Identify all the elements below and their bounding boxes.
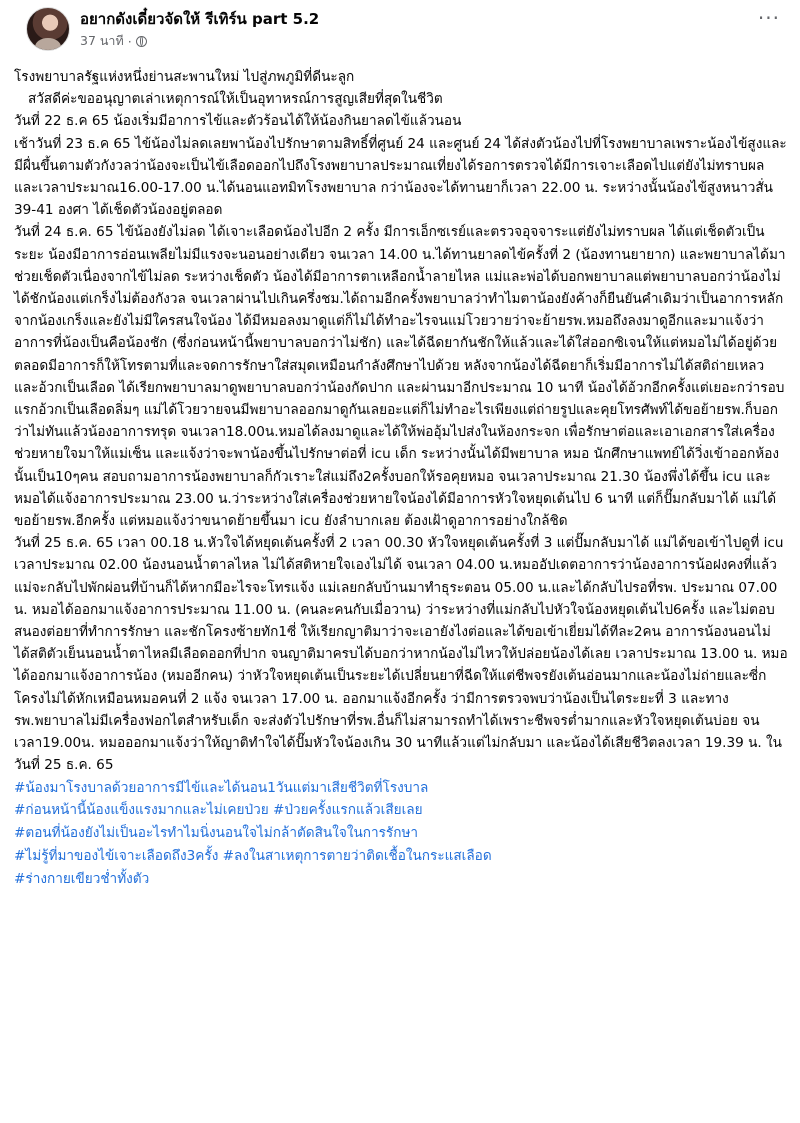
post-paragraph: สวัสดีค่ะขออนุญาตเล่าเหตุการณ์ให้เป็นอุทาหรณ์การสูญเสียที่สุดในชีวิต [28, 91, 443, 108]
hashtag-link[interactable]: #น้องมาโรงบาลด้วยอาการมีไข้และได้นอน1วันแต่มาเสียชีวิตที่โรงบาล [14, 779, 429, 796]
post-time[interactable]: 37 นาที [80, 33, 124, 48]
post-body [14, 66, 788, 890]
post-paragraph: เช้าวันที่ 23 ธ.ค 65 ไข้น้องไม่ลดเลยพาน้องไปรักษาตามสิทธิ์ที่ศูนย์ 24 และศูนย์ 24 ได้ส่งตัวน้องไปที่โรงพยาบาลเพราะน้องไข้สูงและมีผื่นขึ้นตามตัวกังวลว่าน้องจะเป็นไข้เลือดออกไปถึงโรงพยาบาลประมาณเที่ยงได้รอการตรวจได้มีการเจาะเลือดไปแต่ยังไม่ทราบผล และเวลาประมาณ16.00-17.00 น.ได้นอนแอทมิทโรงพยาบาล กว่าน้องจะได้ทานยาก็เวลา 22.00 น. ระหว่างนั้นน้องไข้สูงหนาวสั่น 39-41 องศา ได้เช็ดตัวน้องอยู่ตลอด [14, 135, 787, 219]
post-paragraph: วันที่ 24 ธ.ค. 65 ไข้น้องยังไม่ลด ได้เจาะเลือดน้องไปอีก 2 ครั้ง มีการเอ็กซเรย์และตรวจอุจจาระแต่ยังไม่ทราบผล ได้แต่เช็ดตัวเป็นระยะ น้องมีอาการอ่อนเพลียไม่มีแรงจะนอนอย่างเดียว จนเวลา 14.00 น.ได้ทานยาลดไข้ครั้งที่ 2 (น้องทานยายาก) และพยาบาลได้มาช่วยเช็ดตัวเนื่องจากไข้ไม่ลด ระหว่างเช็ดตัว น้องได้มีอาการตาเหลือกน้ำลายไหล แม่และพ่อได้บอกพยาบาลแต่พยาบาลบอกว่าน้องไม่ได้ชักน้องแต่เกร็งไม่ต้องกังวล จนเวลาผ่านไปเกินครึ่งชม.ได้ถามอีกครั้งพยาบาลว่าทำไมตาน้องยังค้างก็ยืนยันคำเดิมว่าเป็นอาการหลักจากน้องเกร็งและยังไม่มีใครสนใจน้อง ได้มีหมอลงมาดูแต่ก็ไม่ได้ทำอะไรจนแม่โวยวายว่าจะย้ายรพ.หมอถึงลงมาดูอีกและมาแจ้งว่าอาการที่น้องเป็นคือน้องชัก (ซึ่งก่อนหน้านี้พยาบาลบอกว่าไม่ชัก) และได้ฉีดยากันชักให้แล้วและได้ใส่ออกซิเจนให้แต่หมอไม่ได้อยู่ด้วยตลอดมีอาการก็ให้โทรตามที่และจดการรักษาใส่สมุดเหมือนกำลังศึกษาไปด้วย หลังจากน้องได้ฉีดยาก็เริ่มมีอาการไม่ได้สติถ่ายเหลวและอ้วกเป็นเลือด ได้เรียกพยาบาลมาดูพยาบาลบอกว่าน้องกัดปาก และผ่านมาอีกประมาณ 10 นาที น้องได้อ้วกอีกครั้งแต่เยอะกว่ารอบแรกอ้วกเป็นเลือดลิ่มๆ แม่ได้โวยวายจนมีพยาบาลออกมาดูกันเลยอะแต่ก็ไม่ทำอะไรเพียงแต่ถ่ายรูปและคุยโทรศัพท์ได้ขอย้ายรพ.ก็บอกว่าไม่ทันแล้วน้องอาการทรุด จนเวลา18.00น.หมอได้ลงมาดูและได้ให้พ่ออุ้มไปส่งในห้องกระจก เพื่อรักษาต่อและเอาเอกสารใส่เครื่องช่วยหายใจมาให้แม่เซ็น และแจ้งว่าจะพาน้องขึ้นไปรักษาต่อที่ icu เด็ก ระหว่างนั้นได้มีพยาบาล หมอ นักศึกษาแพทย์ได้วิ่งเข้าออกห้องนั้นเป็น10ๆคน สอบถามอาการน้องพยาบาลก็กัวเราะใส่แม่ถึง2ครั้งบอกให้รอคุยหมอ จนเวลาประมาณ 21.30 น้องพึ่งได้ขึ้น icu และหมอได้แจ้งอาการประมาณ 23.00 น.ว่าระหว่างใส่เครื่องช่วยหายใจน้องได้มีอาการหัวใจหยุดเต้นไป 6 นาที แต่ก็ปั๊มกลับมาได้ แม่ได้ขอย้ายรพ.อีกครั้ง แต่หมอแจ้งว่าขนาดย้ายขึ้นมา icu ยังลำบากเลย ต้องเฝ้าดูอาการอย่างใกล้ชิด [14, 224, 786, 530]
meta-separator: · [127, 33, 132, 49]
author-name[interactable]: อยากดังเดี๋ยวจัดให้ รีเทิร์น part 5.2 [80, 10, 320, 28]
post-meta [80, 31, 147, 51]
hashtag-link[interactable]: #ก่อนหน้านี้น้องแข็งแรงมากและไม่เคยป่วย #ป่วยครั้งแรกแล้วเสียเลย [14, 802, 423, 819]
post-paragraph: โรงพยาบาลรัฐแห่งหนึ่งย่านสะพานใหม่ ไปสู่ภพภูมิที่ดีนะลูก [14, 69, 355, 85]
hashtag-link[interactable]: #ร่างกายเขียวช่ำทั้งตัว [14, 870, 150, 887]
hashtag-link[interactable]: #ไม่รู้ที่มาของไข้เจาะเลือดถึง3ครั้ง #ลงในสาเหตุการตายว่าติดเชื้อในกระแสเลือด [14, 847, 492, 864]
post-paragraph: วันที่ 22 ธ.ค 65 น้องเริ่มมีอาการไข้และตัวร้อนได้ให้น้องกินยาลดไข้แล้วนอน [14, 113, 462, 130]
hashtag-link[interactable]: #ตอนที่น้องยังไม่เป็นอะไรทำไมนิ่งนอนใจไม่กล้าตัดสินใจในการรักษา [14, 825, 419, 842]
globe-icon [136, 36, 147, 47]
avatar[interactable] [26, 7, 70, 51]
post-paragraph: วันที่ 25 ธ.ค. 65 เวลา 00.18 น.หัวใจได้หยุดเต้นครั้งที่ 2 เวลา 00.30 หัวใจหยุดเต้นครั้งที่ 3 แต่ปั๊มกลับมาได้ แม่ได้ขอเข้าไปดูที่ icu เวลาประมาณ 02.00 น้องนอนน้ำตาลไหล ไม่ได้สติหายใจเองไม่ได้ จนเวลา 04.00 น.หมออัปเดตอาการว่าน้องอาการน้อฝงคงที่แล้ว แม่จะกลับไปพักผ่อนที่บ้านก็ได้หากมีอะไรจะโทรแจ้ง แม่เลยกลับบ้านมาทำธุระตอน 05.00 น.และได้กลับไปรอที่รพ. ประมาณ 07.00 น. หมอได้ออกมาแจ้งอาการประมาณ 11.00 น. (คนละคนกับเมื่อวาน) ว่าระหว่างที่แม่กลับไปหัวใจน้องหยุดเต้นไป6ครั้ง และไม่ตอบสนองต่อยาที่ทำการรักษา และชักโครงซ้ายทัก1ซี่ ให้เรียกญาติมาว่าจะเอายังไงต่อและได้ขอเข้าเยี่ยมได้ทีละ2คน อาการน้องนอนไม่ได้สติตัวเย็นนอนน้ำตาไหลมีเลือดออกที่ปาก จนญาติมาครบได้บอกว่าหากน้องไม่ไหวให้ปล่อยน้องได้เลย เวลาประมาณ 13.00 น. หมอได้ออกมาแจ้งอาการน้อง (หมออีกคน) ว่าหัวใจหยุดเต้นเป็นระยะได้เปลี่ยนยาที่ฉีดให้แต่ชีพจรยังเต้นอ่อนมากและน้องไม่ถ่ายและซี่กโครงไม่ได้หักเหมือนหมอคนที่ 2 แจ้ง จนเวลา 17.00 น. ออกมาแจ้งอีกครั้ง ว่ามีการตรวจพบว่าน้องเป็นไตระยะที่ 3 และทางรพ.พยาบาลไม่มีเครื่องฟอกไตสำหรับเด็ก จะส่งตัวไปรักษาที่รพ.อื่นก็ไม่สามารถทำได้เพราะชีพจรต่ำมากและหัวใจหยุดเต้นบ่อย จนเวลา19.00น. หมอออกมาแจ้งว่าให้ญาติทำใจได้ปั๊มหัวใจน้องเกิน 30 นาทีแล้วแต่ไม่กลับมา และน้องได้เสียชีวิตลงเวลา 19.39 น. ในวันที่ 25 ธ.ค. 65 [14, 535, 788, 774]
more-options-icon[interactable]: ··· [757, 6, 780, 30]
hashtag-list [14, 777, 788, 891]
post-header [14, 0, 786, 60]
